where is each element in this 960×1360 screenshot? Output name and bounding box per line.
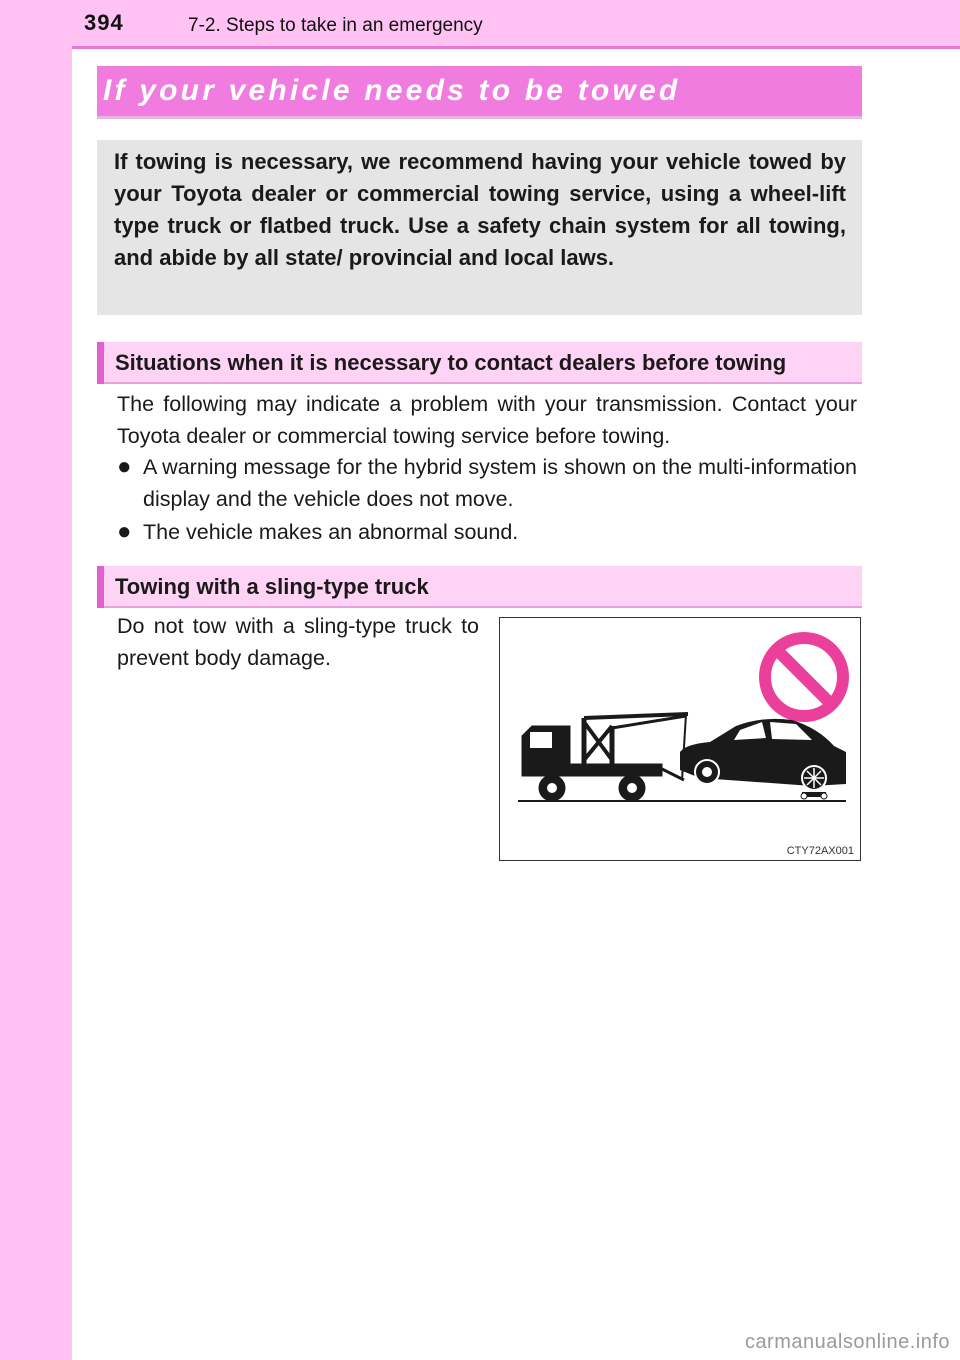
figure-code: CTY72AX001 bbox=[786, 845, 854, 857]
bullet-item bbox=[117, 516, 857, 548]
page-title: If your vehicle needs to be towed bbox=[103, 74, 681, 107]
subhead-dealers-label: Situations when it is necessary to contact dealers before towing bbox=[115, 350, 787, 375]
intro-box bbox=[97, 140, 862, 315]
subhead-dealers bbox=[97, 342, 862, 384]
sling-truck-figure bbox=[499, 617, 861, 861]
dealers-paragraph: The following may indicate a problem with your transmission. Contact your Toyota dealer or commercial towing service before towing. bbox=[117, 392, 857, 448]
tow-truck-icon bbox=[522, 714, 688, 801]
sling-paragraph: Do not tow with a sling-type truck to prevent body damage. bbox=[117, 614, 479, 670]
title-bar bbox=[97, 66, 862, 116]
bullet-text: A warning message for the hybrid system is shown on the multi-information display and the vehicle does not move. bbox=[143, 455, 857, 511]
subhead-sling-label: Towing with a sling-type truck bbox=[115, 574, 429, 599]
bullet-text: The vehicle makes an abnormal sound. bbox=[143, 520, 519, 544]
header-rule bbox=[72, 46, 960, 49]
side-margin-band bbox=[0, 0, 72, 1360]
subhead-sling bbox=[97, 566, 862, 608]
bullet-item bbox=[117, 451, 857, 515]
watermark: carmanualsonline.info bbox=[744, 1331, 950, 1353]
page-number: 394 bbox=[84, 10, 124, 35]
intro-text: If towing is necessary, we recommend having your vehicle towed by your Toyota dealer or commercial towing service, using a wheel-lift type truck or flatbed truck. Use a safety chain system for all towing, and abide by all state/ provincial and local laws. bbox=[114, 149, 846, 270]
section-header: 7-2. Steps to take in an emergency bbox=[188, 15, 483, 36]
figure-illustration bbox=[500, 618, 860, 860]
prohibited-icon bbox=[765, 638, 843, 716]
car-icon bbox=[680, 719, 846, 799]
bullet-dot-icon: ● bbox=[117, 453, 132, 480]
bullet-dot-icon: ● bbox=[117, 518, 132, 545]
